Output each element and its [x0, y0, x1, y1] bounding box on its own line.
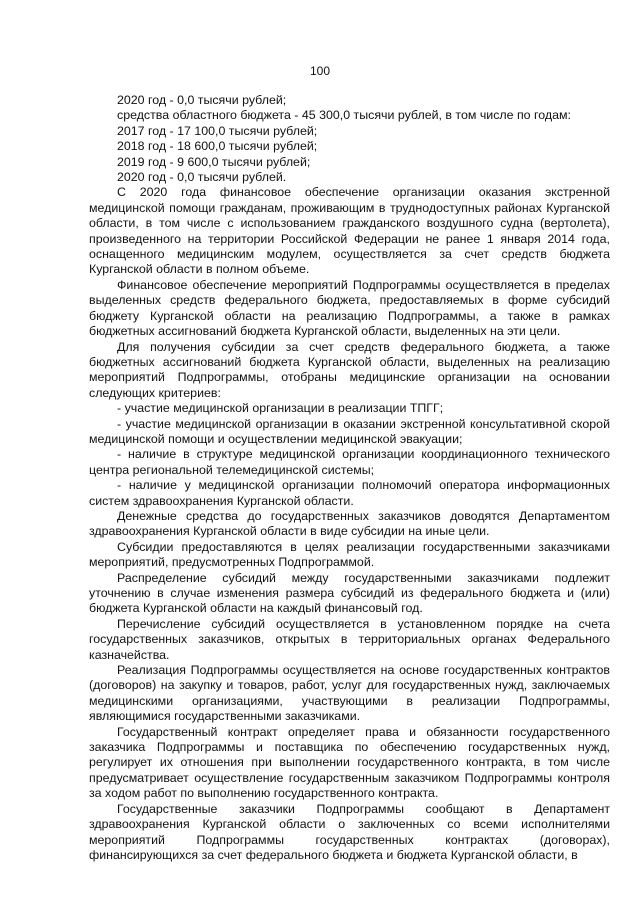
paragraph: Государственный контракт определяет права и обязанности государственного заказчика Подпрограммы и поставщика по обеспечению государственных нужд, регулирует их отношения при выполнении государственного контракта, в том числе предусматривает осуществление государственным заказчиком Подпрограммы контроля за ходом работ по выполнению государственного контракта. — [89, 724, 610, 801]
paragraph: 2019 год - 9 600,0 тысячи рублей; — [117, 154, 311, 169]
paragraph: 2018 год - 18 600,0 тысячи рублей; — [117, 139, 318, 154]
list-item: - наличие у медицинской организации полномочий оператора информационных систем здравоохранения Курганской области. — [89, 478, 610, 508]
paragraph: Финансовое обеспечение мероприятий Подпрограммы осуществляется в пределах выделенных средств федерального бюджета, предоставляемых в форме субсидий бюджету Курганской области на реализацию Подпрограммы, а также в рамках бюджетных ассигнований бюджета Курганской области, выделенных на эти цели. — [89, 277, 610, 339]
paragraph: 2020 год - 0,0 тысячи рублей; — [117, 93, 287, 107]
paragraph: Распределение субсидий между государственными заказчиками подлежит уточнению в случае изменения размера субсидий из федерального бюджета и (или) бюджета Курганской области на каждый финансовый год. — [89, 570, 610, 616]
paragraph: 2017 год - 17 100,0 тысячи рублей; — [117, 123, 318, 138]
paragraph: Субсидии предоставляются в целях реализации государственными заказчиками мероприятий, предусмотренных Подпрограммой. — [89, 539, 610, 570]
document-body — [89, 93, 610, 863]
paragraph: Реализация Подпрограммы осуществляется на основе государственных контрактов (договоров) на закупку и товаров, работ, услуг для государственных нужд, заключаемых медицинскими организациями, участвующими в реализации Подпрограммы, являющимися государственными заказчиками. — [89, 663, 610, 724]
paragraph: Денежные средства до государственных заказчиков доводятся Департаментом здравоохранения Курганской области в виде субсидии на иные цели. — [89, 508, 610, 539]
paragraph: Государственные заказчики Подпрограммы сообщают в Департамент здравоохранения Курганской области о заключенных со всеми исполнителями мероприятий Подпрограммы государственных контрактах (договорах), финансирующихся за счет федерального бюджета и бюджета Курганской области, в — [89, 801, 610, 862]
page-number: 100 — [309, 64, 331, 78]
paragraph: Для получения субсидии за счет средств федерального бюджета, а также бюджетных ассигнований бюджета Курганской области, выделенных на реализацию мероприятий Подпрограммы, отобраны медицинские организации на основании следующих критериев: — [89, 339, 610, 400]
list-item: - наличие в структуре медицинской организации координационного технического центра региональной телемедицинской системы; — [89, 447, 610, 477]
list-item: - участие медицинской организации в реализации ТПГГ; — [117, 401, 444, 416]
paragraph: Перечисление субсидий осуществляется в установленном порядке на счета государственных заказчиков, открытых в территориальных органах Федерального казначейства. — [89, 616, 610, 662]
paragraph: средства областного бюджета - 45 300,0 тысячи рублей, в том числе по годам: — [117, 108, 571, 123]
paragraph: С 2020 года финансовое обеспечение организации оказания экстренной медицинской помощи гражданам, проживающим в труднодоступных районах Курганской области, в том числе с использованием гражданского воздушного судна (вертолета), произведенного на территории Российской Федерации не ранее 1 января 2014 года, оснащенного медицинским модулем, осуществляется за счет средств бюджета Курганской области в полном объеме. — [89, 185, 610, 277]
list-item: - участие медицинской организации в оказании экстренной консультативной скорой медицинской помощи и осуществлении медицинской эвакуации; — [89, 416, 610, 446]
paragraph: 2020 год - 0,0 тысячи рублей. — [117, 170, 287, 185]
